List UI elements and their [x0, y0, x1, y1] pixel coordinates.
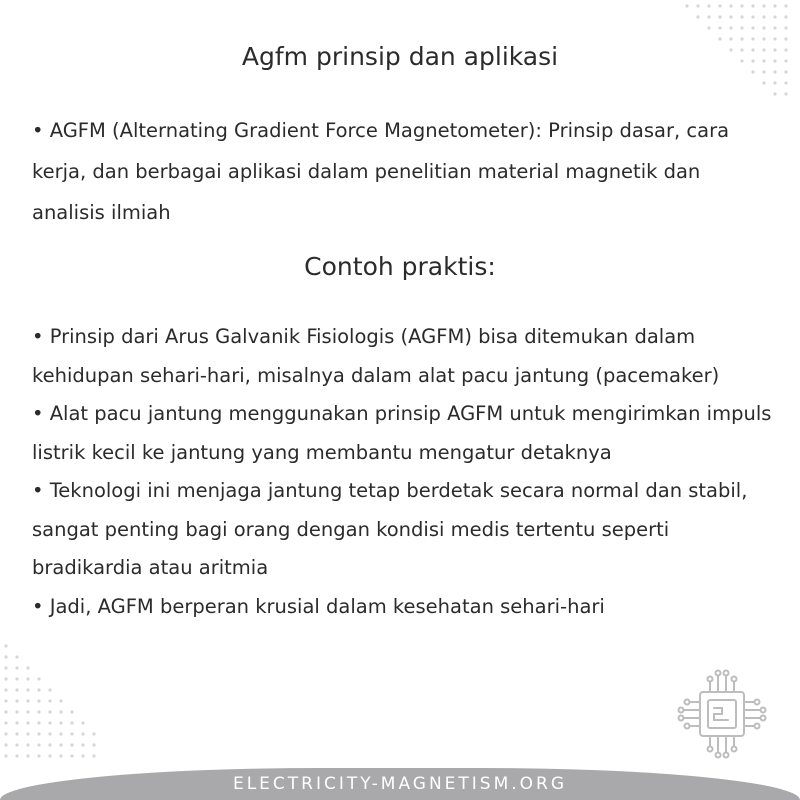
footer-site-label: ELECTRICITY-MAGNETISM.ORG — [232, 774, 568, 794]
circuit-chip-icon — [672, 664, 772, 764]
bullet-item: • Prinsip dari Arus Galvanik Fisiologis (AGFM) bisa ditemukan dalam kehidupan sehari-hari, misalnya dalam alat pacu jantung (pacemaker) — [32, 325, 720, 387]
bullet-item: • Jadi, AGFM berperan krusial dalam kesehatan sehari-hari — [32, 594, 605, 618]
page-title: Agfm prinsip dan aplikasi — [241, 42, 559, 71]
section-subtitle: Contoh praktis: — [304, 252, 496, 281]
bullet-item: • Teknologi ini menjaga jantung tetap berdetak secara normal dan stabil, sangat penting bagi orang dengan kondisi medis tertentu seperti bradikardia atau aritmia — [32, 479, 748, 579]
bullet-item: • Alat pacu jantung menggunakan prinsip AGFM untuk mengirimkan impuls listrik kecil ke jantung yang membantu mengatur detaknya — [32, 402, 772, 464]
intro-paragraph: • AGFM (Alternating Gradient Force Magnetometer): Prinsip dasar, cara kerja, dan berbagai aplikasi dalam penelitian material magnetik dan analisis ilmiah — [32, 119, 730, 224]
dot-pattern-bottom-left — [0, 640, 110, 770]
bullet-list — [32, 318, 782, 626]
